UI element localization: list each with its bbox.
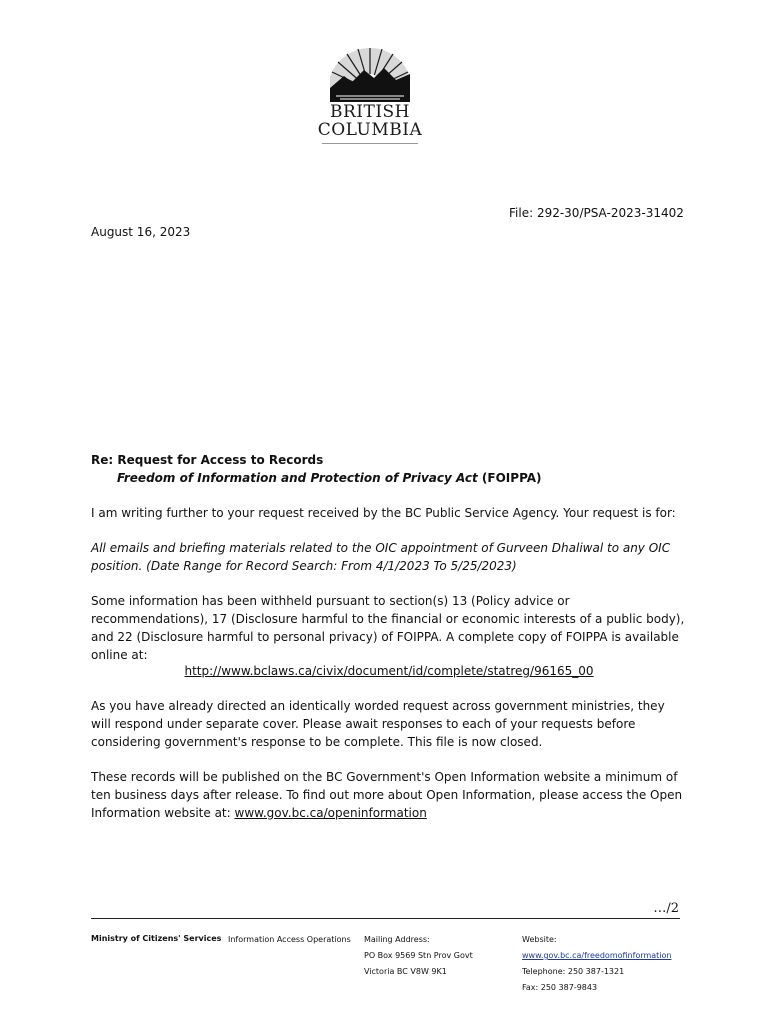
paragraph-withheld: Some information has been withheld pursuant to section(s) 13 (Policy advice or recommendations), 17 (Disclosure harmful to the financial or economic interests of a public body), and 22 (Disclosure harmful to personal privacy) of FOIPPA. A complete copy of FOIPPA is available online at:: [91, 594, 685, 662]
paragraph-open-information: [91, 768, 687, 822]
subject-act: [117, 469, 542, 487]
footer-office: Information Access Operations: [228, 935, 351, 944]
fax: Fax: 250 387-9843: [522, 983, 598, 992]
website-link[interactable]: www.gov.bc.ca/freedomofinformation: [522, 951, 672, 960]
mail-line-1: PO Box 9569 Stn Prov Govt: [364, 951, 473, 960]
foippa-link-line: [91, 662, 687, 680]
footer-ministry: Ministry of Citizens' Services: [91, 934, 222, 943]
logo-text-columbia: COLUMBIA: [317, 120, 423, 140]
file-reference: File: 292-30/PSA-2023-31402: [509, 206, 684, 220]
bc-sun-mountain-icon: [330, 44, 410, 102]
subject-line: Re: Request for Access to Records: [91, 453, 324, 467]
telephone: Telephone: 250 387-1321: [522, 967, 625, 976]
open-info-link[interactable]: www.gov.bc.ca/openinformation: [234, 806, 427, 820]
logo-rule: [322, 143, 418, 144]
footer-divider: [91, 918, 680, 919]
web-label: Website:: [522, 935, 557, 944]
footer-contact: [522, 932, 672, 996]
act-title: Freedom of Information and Protection of Privacy Act: [117, 471, 478, 485]
bc-logo: [300, 44, 440, 148]
mail-line-2: Victoria BC V8W 9K1: [364, 967, 447, 976]
foippa-link[interactable]: http://www.bclaws.ca/civix/document/id/complete/statreg/96165_00: [184, 664, 594, 678]
request-description: All emails and briefing materials related to the OIC appointment of Gurveen Dhaliwal to any OIC position. (Date Range for Record Search: From 4/1/2023 To 5/25/2023): [91, 541, 671, 573]
letter-date: August 16, 2023: [91, 225, 191, 239]
paragraph-closing: As you have already directed an identically worded request across government ministries, they will respond under separate cover. Please await responses to each of your requests before considering government's response to be complete. This file is now closed.: [91, 699, 665, 749]
mail-label: Mailing Address:: [364, 935, 430, 944]
paragraph-intro: I am writing further to your request received by the BC Public Service Agency. Your request is for:: [91, 506, 676, 520]
footer-mailing-address: [364, 932, 473, 980]
act-abbreviation: (FOIPPA): [477, 471, 542, 485]
logo-text-british: BRITISH: [329, 102, 411, 122]
page-continuation: …/2: [653, 901, 679, 916]
open-info-text: These records will be published on the BC Government's Open Information website a minimum of ten business days after release. To find out more about Open Information, please access the Open Information website at:: [91, 770, 683, 820]
